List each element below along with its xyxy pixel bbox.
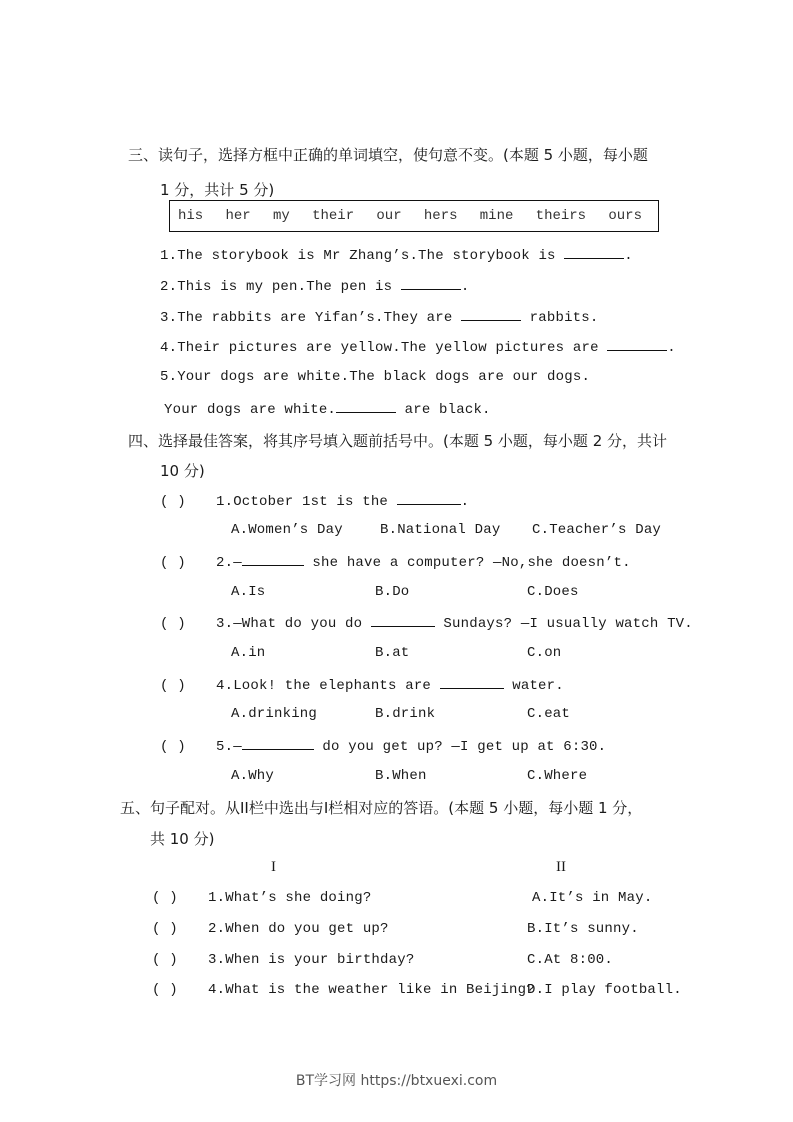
option-b: B.Do <box>375 584 410 600</box>
option-b: B.at <box>375 645 410 661</box>
answer-blank <box>440 676 504 689</box>
option-a: A.Women’s Day <box>231 522 343 538</box>
matching-answer-d: D.I play football. <box>527 982 682 998</box>
section4-question-5: ( ) 5.— do you get up? —I get up at 6:30. <box>160 739 607 755</box>
option-c: C.Does <box>527 584 579 600</box>
section4-question-1: ( ) 1.October 1st is the . <box>160 494 470 510</box>
column-header-ii: II <box>556 859 566 875</box>
section5-title-line2: 共 10 分) <box>150 830 215 848</box>
section4-title-line1: 四、选择最佳答案，将其序号填入题前括号中。(本题 5 小题，每小题 2 分，共计 <box>128 432 668 450</box>
section5-title-line1: 五、句子配对。从II栏中选出与I栏相对应的答语。(本题 5 小题，每小题 1 分， <box>120 799 643 817</box>
answer-blank <box>397 492 461 505</box>
matching-answer-a: A.It’s in May. <box>532 890 653 906</box>
word-option: mine <box>479 208 514 224</box>
matching-row-4: ( ) 4.What is the weather like in Beijing? <box>152 982 535 998</box>
option-c: C.Teacher’s Day <box>532 522 662 538</box>
answer-paren[interactable]: ( ) <box>160 494 186 510</box>
option-a: A.drinking <box>231 706 318 722</box>
answer-blank[interactable] <box>564 246 624 259</box>
matching-row-1: ( ) 1.What’s she doing? <box>152 890 372 906</box>
answer-paren[interactable]: ( ) <box>160 739 186 755</box>
option-c: C.Where <box>527 768 588 784</box>
section4-question-4: ( ) 4.Look! the elephants are water. <box>160 678 564 694</box>
answer-paren[interactable]: ( ) <box>160 678 186 694</box>
word-option: my <box>273 208 290 224</box>
answer-blank[interactable] <box>607 338 667 351</box>
matching-answer-c: C.At 8:00. <box>527 952 614 968</box>
option-b: B.National Day <box>380 522 501 538</box>
option-c: C.on <box>527 645 562 661</box>
section3-item-5: 5.Your dogs are white.The black dogs are our dogs. <box>160 369 591 385</box>
section4-question-2: ( ) 2.— she have a computer? —No,she doesn’t. <box>160 555 631 571</box>
answer-paren[interactable]: ( ) <box>160 555 186 571</box>
answer-paren[interactable]: ( ) <box>152 890 178 906</box>
footer-watermark: BT学习网 https://btxuexi.com <box>295 1073 498 1089</box>
answer-blank <box>242 737 314 750</box>
option-b: B.When <box>375 768 427 784</box>
section4-title-line2: 10 分) <box>160 462 205 480</box>
word-option: her <box>225 208 251 224</box>
answer-paren[interactable]: ( ) <box>152 921 178 937</box>
option-a: A.in <box>231 645 266 661</box>
word-option: theirs <box>535 208 587 224</box>
answer-blank <box>371 614 435 627</box>
option-b: B.drink <box>375 706 436 722</box>
section3-title-line2: 1 分，共计 5 分) <box>160 181 275 199</box>
option-a: A.Why <box>231 768 275 784</box>
answer-blank[interactable] <box>401 277 461 290</box>
section3-item-2: 2.This is my pen.The pen is . <box>160 279 470 295</box>
column-header-i: I <box>271 859 276 875</box>
answer-paren[interactable]: ( ) <box>152 952 178 968</box>
answer-blank[interactable] <box>461 308 521 321</box>
matching-row-3: ( ) 3.When is your birthday? <box>152 952 415 968</box>
word-option: hers <box>423 208 458 224</box>
answer-blank <box>242 553 304 566</box>
word-box <box>169 200 659 232</box>
answer-paren[interactable]: ( ) <box>160 616 186 632</box>
word-option: their <box>312 208 355 224</box>
word-option: his <box>178 208 204 224</box>
answer-paren[interactable]: ( ) <box>152 982 178 998</box>
section3-item-5-rewrite: Your dogs are white. are black. <box>164 402 491 418</box>
word-option: ours <box>608 208 642 224</box>
section4-question-3: ( ) 3.—What do you do Sundays? —I usually watch TV. <box>160 616 693 632</box>
option-c: C.eat <box>527 706 571 722</box>
word-option: our <box>376 208 402 224</box>
matching-row-2: ( ) 2.When do you get up? <box>152 921 389 937</box>
option-a: A.Is <box>231 584 266 600</box>
answer-blank[interactable] <box>336 400 396 413</box>
section3-item-1: 1.The storybook is Mr Zhang’s.The storybook is . <box>160 248 633 264</box>
section3-item-3: 3.The rabbits are Yifan’s.They are rabbits. <box>160 310 599 326</box>
matching-answer-b: B.It’s sunny. <box>527 921 639 937</box>
section3-item-4: 4.Their pictures are yellow.The yellow pictures are . <box>160 340 676 356</box>
section3-title-line1: 三、读句子，选择方框中正确的单词填空，使句意不变。(本题 5 小题，每小题 <box>128 146 648 164</box>
